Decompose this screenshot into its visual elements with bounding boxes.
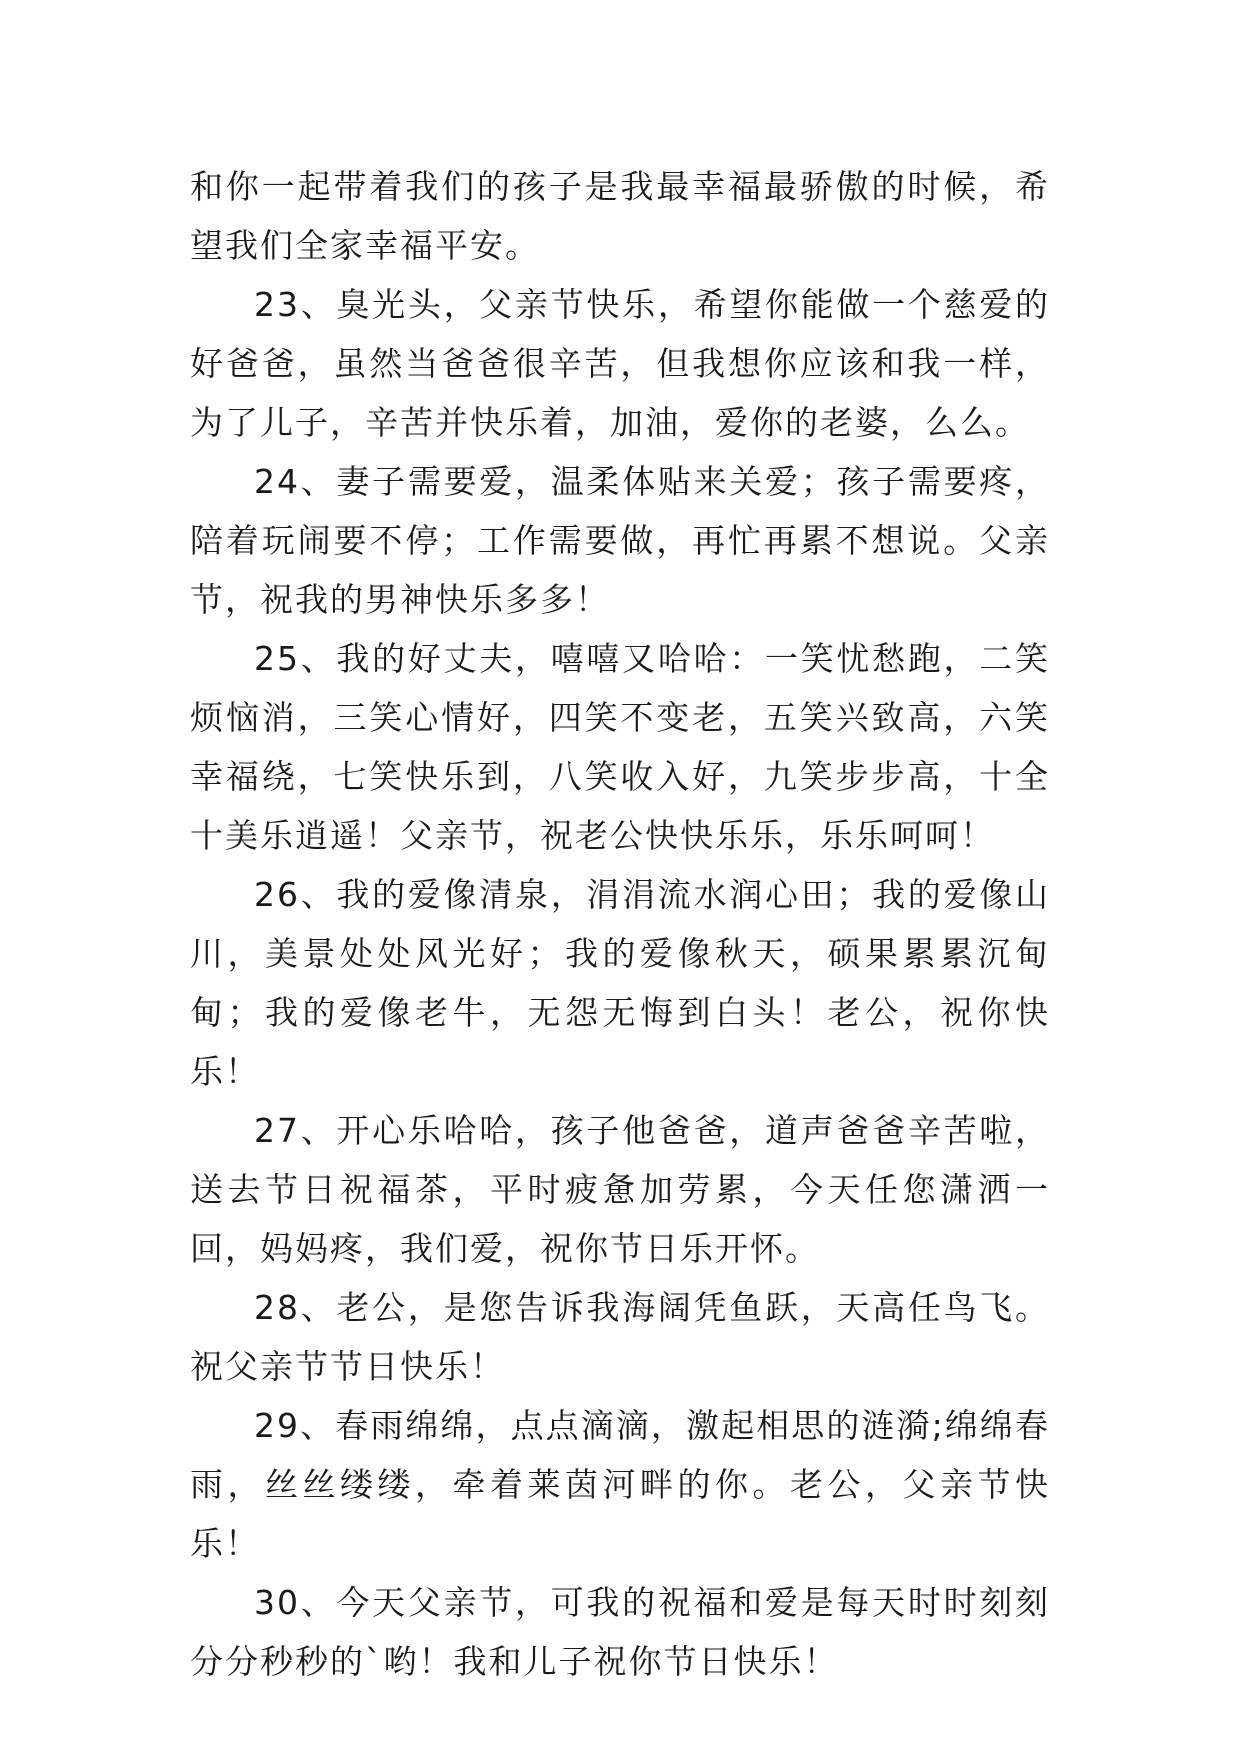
paragraph-26: 26、我的爱像清泉，涓涓流水润心田；我的爱像山川，美景处处风光好；我的爱像秋天，硕果累累沉甸甸；我的爱像老牛，无怨无悔到白头！老公，祝你快乐！	[190, 875, 1050, 1091]
document-body	[190, 157, 1050, 1691]
paragraph-25: 25、我的好丈夫，嘻嘻又哈哈：一笑忧愁跑，二笑烦恼消，三笑心情好，四笑不变老，五笑兴致高，六笑幸福绕，七笑快乐到，八笑收入好，九笑步步高，十全十美乐逍遥！父亲节，祝老公快快乐乐，乐乐呵呵！	[190, 639, 1050, 855]
paragraph-continuation: 和你一起带着我们的孩子是我最幸福最骄傲的时候，希望我们全家幸福平安。	[190, 167, 1050, 265]
paragraph-24: 24、妻子需要爱，温柔体贴来关爱；孩子需要疼，陪着玩闹要不停；工作需要做，再忙再累不想说。父亲节，祝我的男神快乐多多！	[190, 462, 1050, 619]
paragraph-23: 23、臭光头，父亲节快乐，希望你能做一个慈爱的好爸爸，虽然当爸爸很辛苦，但我想你应该和我一样，为了儿子，辛苦并快乐着，加油，爱你的老婆，么么。	[190, 285, 1050, 442]
paragraph-30: 30、今天父亲节，可我的祝福和爱是每天时时刻刻分分秒秒的`哟！我和儿子祝你节日快乐！	[190, 1583, 1050, 1681]
paragraph-28: 28、老公，是您告诉我海阔凭鱼跃，天高任鸟飞。祝父亲节节日快乐！	[190, 1288, 1050, 1386]
paragraph-27: 27、开心乐哈哈，孩子他爸爸，道声爸爸辛苦啦，送去节日祝福茶，平时疲惫加劳累，今天任您潇洒一回，妈妈疼，我们爱，祝你节日乐开怀。	[190, 1111, 1050, 1268]
paragraph-29: 29、春雨绵绵，点点滴滴，激起相思的涟漪;绵绵春雨，丝丝缕缕，牵着莱茵河畔的你。老公，父亲节快乐！	[190, 1406, 1050, 1563]
